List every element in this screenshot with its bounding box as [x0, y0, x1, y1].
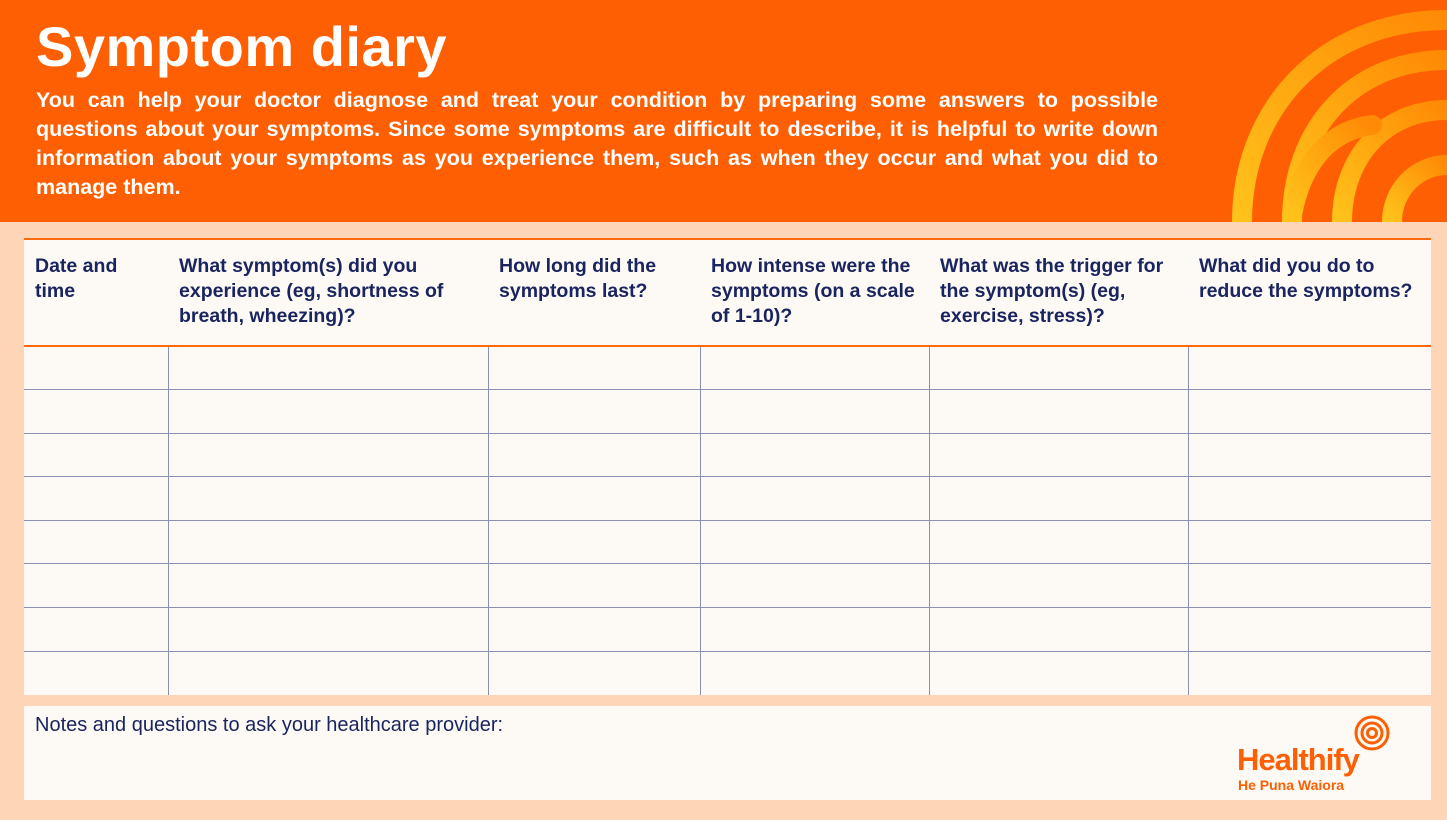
table-row: [24, 520, 1431, 564]
notes-label: Notes and questions to ask your healthcare provider:: [35, 714, 504, 736]
table-cell[interactable]: [700, 520, 929, 564]
table-cell[interactable]: [1188, 608, 1431, 652]
column-header-duration: How long did the symptoms last?: [488, 240, 700, 346]
table-row: [24, 564, 1431, 608]
decorative-arcs-icon: [1232, 0, 1447, 222]
table-cell[interactable]: [24, 477, 168, 521]
table-cell[interactable]: [1188, 651, 1431, 695]
table-cell[interactable]: [488, 433, 700, 477]
table-row: [24, 651, 1431, 695]
table-cell[interactable]: [488, 651, 700, 695]
table-cell[interactable]: [1188, 520, 1431, 564]
intro-text: You can help your doctor diagnose and treat your condition by preparing some answers to possible questions about your symptoms. Since some symptoms are difficult to describe, it is helpful to write down information about your symptoms as you experience them, such as when they occur and what you did to manage them.: [36, 88, 1158, 199]
table-cell[interactable]: [929, 564, 1188, 608]
table-header-row: [24, 240, 1431, 346]
table-cell[interactable]: [488, 564, 700, 608]
table-cell[interactable]: [1188, 433, 1431, 477]
table-cell[interactable]: [929, 477, 1188, 521]
table-cell[interactable]: [700, 390, 929, 434]
table-cell[interactable]: [168, 608, 488, 652]
table-cell[interactable]: [168, 520, 488, 564]
table-cell[interactable]: [168, 433, 488, 477]
table-row: [24, 390, 1431, 434]
column-header-trigger: What was the trigger for the symptom(s) (eg, exercise, stress)?: [929, 240, 1188, 346]
table-cell[interactable]: [1188, 477, 1431, 521]
table-row: [24, 433, 1431, 477]
column-header-action: What did you do to reduce the symptoms?: [1188, 240, 1431, 346]
table-cell[interactable]: [929, 651, 1188, 695]
table-cell[interactable]: [168, 651, 488, 695]
table-cell[interactable]: [700, 564, 929, 608]
table-cell[interactable]: [24, 608, 168, 652]
header-banner: [0, 0, 1447, 222]
notes-box[interactable]: [24, 706, 1431, 800]
healthify-logo: [1237, 714, 1397, 794]
table-cell[interactable]: [929, 608, 1188, 652]
table-cell[interactable]: [168, 477, 488, 521]
table-cell[interactable]: [1188, 346, 1431, 390]
table-cell[interactable]: [488, 520, 700, 564]
table-cell[interactable]: [24, 651, 168, 695]
table-row: [24, 477, 1431, 521]
table-cell[interactable]: [929, 433, 1188, 477]
table-cell[interactable]: [929, 390, 1188, 434]
table-row: [24, 346, 1431, 390]
symptom-table: [24, 238, 1431, 695]
logo-name: Healthify: [1237, 742, 1359, 777]
table-cell[interactable]: [700, 651, 929, 695]
table-cell[interactable]: [929, 346, 1188, 390]
table-cell[interactable]: [700, 477, 929, 521]
table-cell[interactable]: [488, 477, 700, 521]
table-cell[interactable]: [488, 390, 700, 434]
table-cell[interactable]: [929, 520, 1188, 564]
table-cell[interactable]: [168, 564, 488, 608]
table-cell[interactable]: [168, 390, 488, 434]
table-cell[interactable]: [24, 390, 168, 434]
column-header-date: Date and time: [24, 240, 168, 346]
column-header-symptoms: What symptom(s) did you experience (eg, shortness of breath, wheezing)?: [168, 240, 488, 346]
table-row: [24, 608, 1431, 652]
table-cell[interactable]: [24, 346, 168, 390]
logo-tagline: He Puna Waiora: [1238, 777, 1345, 793]
table-cell[interactable]: [700, 346, 929, 390]
table-cell[interactable]: [24, 433, 168, 477]
table-cell[interactable]: [488, 608, 700, 652]
page-title: Symptom diary: [36, 15, 448, 78]
table-cell[interactable]: [700, 433, 929, 477]
column-header-intensity: How intense were the symptoms (on a scale of 1-10)?: [700, 240, 929, 346]
table-cell[interactable]: [24, 564, 168, 608]
table-cell[interactable]: [700, 608, 929, 652]
table-cell[interactable]: [1188, 390, 1431, 434]
table-cell[interactable]: [488, 346, 700, 390]
table-cell[interactable]: [1188, 564, 1431, 608]
table-cell[interactable]: [168, 346, 488, 390]
table-cell[interactable]: [24, 520, 168, 564]
